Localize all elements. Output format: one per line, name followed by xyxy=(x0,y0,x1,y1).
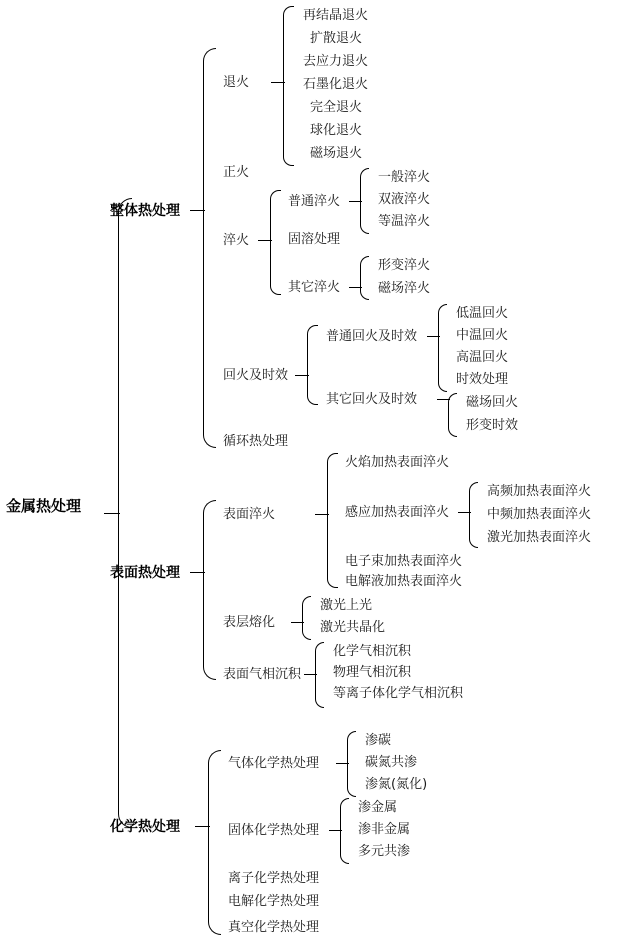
brace-surface-melting xyxy=(302,596,311,640)
node-aging-treatment: 时效处理 xyxy=(456,372,509,387)
node-surface-quenching: 表面淬火 xyxy=(223,507,276,522)
root-node: 金属热处理 xyxy=(6,497,82,515)
stub-overall xyxy=(190,210,205,211)
node-magnetic-field-quenching: 磁场淬火 xyxy=(378,281,431,296)
node-high-temperature-tempering: 高温回火 xyxy=(456,350,509,365)
node-surface-melting: 表层熔化 xyxy=(223,615,276,630)
node-laser-glazing: 激光上光 xyxy=(320,598,373,613)
stub-other-tempering xyxy=(437,399,450,400)
node-low-temperature-tempering: 低温回火 xyxy=(456,306,509,321)
brace-surface-quenching xyxy=(327,453,338,588)
stub-ordinary-tempering xyxy=(427,336,440,337)
node-full-annealing: 完全退火 xyxy=(310,100,363,115)
node-medium-temperature-tempering: 中温回火 xyxy=(456,328,509,343)
node-gas-chemical-heat-treatment: 气体化学热处理 xyxy=(228,756,320,771)
node-annealing: 退火 xyxy=(223,75,250,90)
node-carbonitriding: 碳氮共渗 xyxy=(365,755,418,770)
branch-surface-heat-treatment: 表面热处理 xyxy=(110,565,180,581)
node-electron-beam-heating-surface-quenching: 电子束加热表面淬火 xyxy=(345,554,463,569)
node-deformation-aging: 形变时效 xyxy=(466,418,519,433)
stub-induction-heating xyxy=(458,512,471,513)
node-solution-treatment: 固溶处理 xyxy=(288,232,341,247)
stub-solid-chemical xyxy=(329,830,342,831)
stub-vapor-deposition xyxy=(304,674,317,675)
node-normalizing: 正火 xyxy=(223,165,250,180)
stub-root xyxy=(104,513,120,514)
brace-other-quenching xyxy=(360,256,369,300)
node-austempering: 等温淬火 xyxy=(378,214,431,229)
node-quenching: 淬火 xyxy=(223,233,250,248)
node-electrolyte-heating-surface-quenching: 电解液加热表面淬火 xyxy=(345,574,463,589)
stub-surface-melting xyxy=(291,622,304,623)
stub-surface xyxy=(190,572,205,573)
brace-gas-chemical xyxy=(347,731,356,797)
stub-gas-chemical xyxy=(336,763,349,764)
node-solid-chemical-heat-treatment: 固体化学热处理 xyxy=(228,823,320,838)
node-other-quenching: 其它淬火 xyxy=(288,280,341,295)
node-diffusion-annealing: 扩散退火 xyxy=(310,31,363,46)
node-magnetic-field-tempering: 磁场回火 xyxy=(466,395,519,410)
node-non-metal-diffusion: 渗非金属 xyxy=(358,822,411,837)
brace-annealing xyxy=(283,6,294,166)
brace-surface xyxy=(203,500,216,680)
node-tempering-aging: 回火及时效 xyxy=(223,368,289,383)
stub-surface-quenching xyxy=(315,514,329,515)
node-physical-vapor-deposition: 物理气相沉积 xyxy=(333,665,412,680)
node-nitriding: 渗氮(氮化) xyxy=(365,777,428,792)
branch-overall-heat-treatment: 整体热处理 xyxy=(110,203,180,219)
stub-chemical xyxy=(195,826,210,827)
node-spheroidizing-annealing: 球化退火 xyxy=(310,123,363,138)
node-double-liquid-quenching: 双液淬火 xyxy=(378,192,431,207)
node-general-quenching: 一般淬火 xyxy=(378,170,431,185)
node-recrystallization-annealing: 再结晶退火 xyxy=(303,8,369,23)
brace-vapor-deposition xyxy=(315,642,324,708)
node-electrolytic-chemical-heat-treatment: 电解化学热处理 xyxy=(228,894,320,909)
branch-chemical-heat-treatment: 化学热处理 xyxy=(110,819,180,835)
stub-annealing xyxy=(271,82,285,83)
stub-ordinary-quenching xyxy=(349,201,362,202)
stub-other-quenching xyxy=(349,287,362,288)
brace-overall xyxy=(203,48,216,448)
node-surface-vapor-deposition: 表面气相沉积 xyxy=(223,667,302,682)
node-vacuum-chemical-heat-treatment: 真空化学热处理 xyxy=(228,920,320,935)
node-plasma-chemical-vapor-deposition: 等离子体化学气相沉积 xyxy=(333,686,464,701)
node-high-frequency-heating-surface-quenching: 高频加热表面淬火 xyxy=(487,484,592,499)
node-laser-eutectic: 激光共晶化 xyxy=(320,620,386,635)
brace-tempering-aging xyxy=(307,325,318,405)
node-deformation-quenching: 形变淬火 xyxy=(378,258,431,273)
node-carburizing: 渗碳 xyxy=(365,733,392,748)
brace-solid-chemical xyxy=(340,798,349,864)
node-magnetic-field-annealing: 磁场退火 xyxy=(310,146,363,161)
node-stress-relief-annealing: 去应力退火 xyxy=(303,54,369,69)
node-ion-chemical-heat-treatment: 离子化学热处理 xyxy=(228,871,320,886)
node-ordinary-quenching: 普通淬火 xyxy=(288,194,341,209)
brace-ordinary-tempering xyxy=(438,304,447,392)
node-ordinary-tempering-aging: 普通回火及时效 xyxy=(326,329,418,344)
brace-induction-heating xyxy=(469,482,478,548)
node-induction-heating-surface-quenching: 感应加热表面淬火 xyxy=(345,505,450,520)
node-chemical-vapor-deposition: 化学气相沉积 xyxy=(333,644,412,659)
node-other-tempering-aging: 其它回火及时效 xyxy=(326,392,418,407)
brace-chemical xyxy=(208,750,221,935)
stub-tempering-aging xyxy=(295,375,309,376)
node-graphitizing-annealing: 石墨化退火 xyxy=(303,77,369,92)
node-metallizing: 渗金属 xyxy=(358,800,398,815)
node-cyclic-heat-treatment: 循环热处理 xyxy=(223,434,289,449)
node-laser-heating-surface-quenching: 激光加热表面淬火 xyxy=(487,530,592,545)
stub-quenching xyxy=(258,240,272,241)
brace-root xyxy=(118,198,132,828)
node-medium-frequency-heating-surface-quenching: 中频加热表面淬火 xyxy=(487,507,592,522)
brace-quenching xyxy=(270,190,281,295)
node-multi-element-diffusion: 多元共渗 xyxy=(358,844,411,859)
node-flame-heating-surface-quenching: 火焰加热表面淬火 xyxy=(345,455,450,470)
